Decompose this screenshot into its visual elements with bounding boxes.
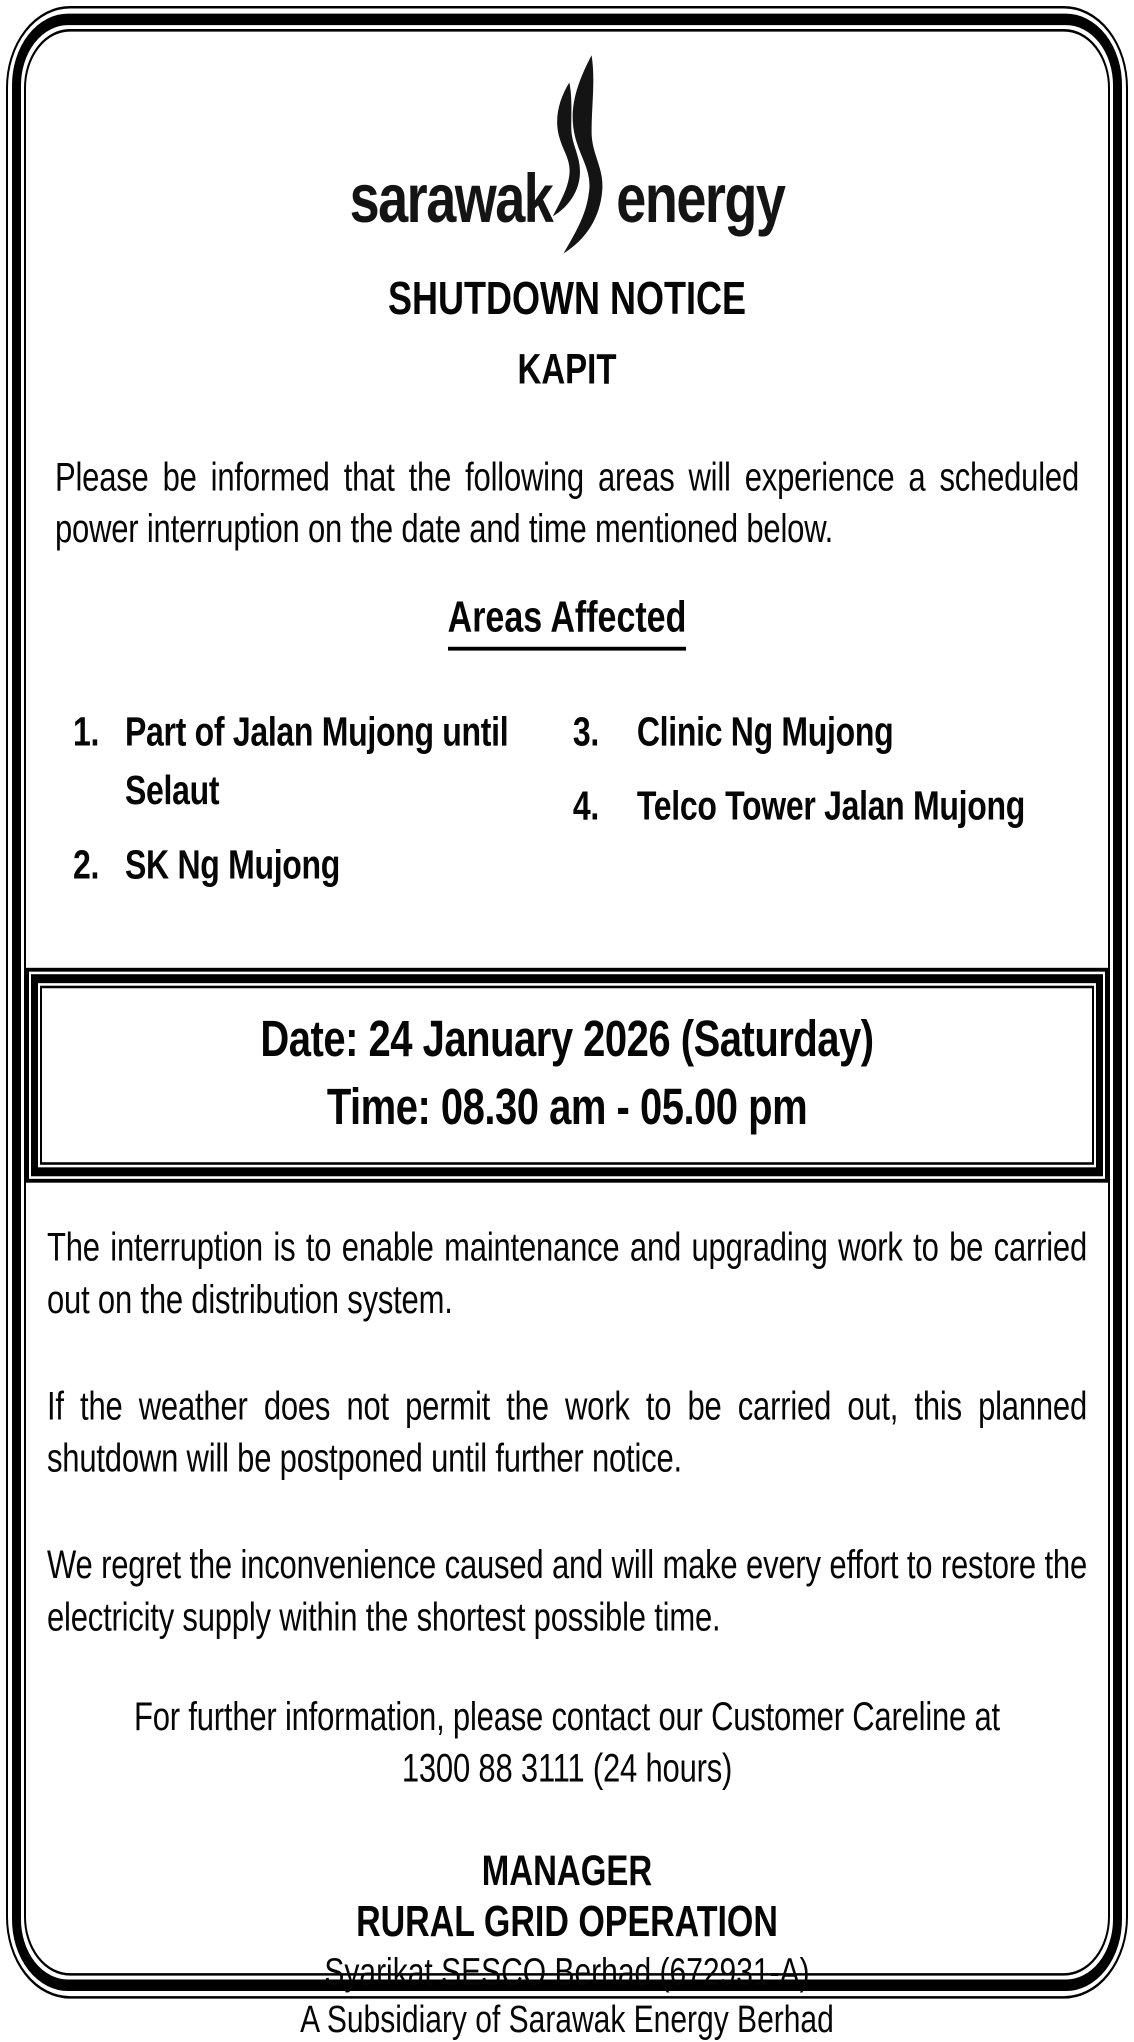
areas-list bbox=[51, 702, 1089, 909]
notice-location: KAPIT bbox=[517, 344, 617, 393]
schedule-time: Time: 08.30 am - 05.00 pm bbox=[326, 1079, 808, 1136]
list-item bbox=[565, 776, 1089, 835]
list-item bbox=[51, 702, 565, 820]
page-border-middle bbox=[12, 14, 1122, 2041]
schedule-box bbox=[26, 968, 1108, 1183]
signature-role: MANAGER bbox=[481, 1846, 653, 1894]
body-paragraph-reason: The interruption is to enable maintenance and upgrading work to be carried out on the distribution system. bbox=[47, 1224, 1087, 1323]
list-item bbox=[565, 702, 1089, 761]
signature-block bbox=[35, 1845, 1099, 2042]
item-text: Clinic Ng Mujong bbox=[636, 708, 894, 755]
sarawak-energy-logo bbox=[35, 49, 1099, 254]
signature-company: Syarikat SESCO Berhad (672931-A) bbox=[324, 1951, 810, 1994]
areas-heading: Areas Affected bbox=[448, 593, 687, 651]
areas-column-right bbox=[565, 702, 1089, 909]
body-paragraph-regret: We regret the inconvenience caused and will make every effort to restore the electricity supply within the shortest possible time. bbox=[47, 1542, 1087, 1640]
schedule-date: Date: 24 January 2026 (Saturday) bbox=[260, 1011, 874, 1068]
list-item bbox=[51, 835, 565, 894]
careline-note bbox=[35, 1692, 1099, 1794]
item-number: 1. bbox=[73, 708, 100, 755]
notice-title: SHUTDOWN NOTICE bbox=[388, 272, 746, 325]
signature-department: RURAL GRID OPERATION bbox=[356, 1897, 778, 1947]
body-paragraph-weather: If the weather does not permit the work to be carried out, this planned shutdown will be postponed until further notice. bbox=[47, 1383, 1087, 1481]
areas-heading-wrap bbox=[35, 593, 1099, 651]
signature-subsidiary: A Subsidiary of Sarawak Energy Berhad bbox=[300, 1998, 834, 2041]
careline-phone: 1300 88 3111 (24 hours) bbox=[401, 1745, 733, 1791]
logo-word-energy: energy bbox=[616, 160, 785, 238]
item-text: Telco Tower Jalan Mujong bbox=[636, 782, 1025, 829]
item-number: 2. bbox=[73, 841, 100, 888]
schedule-box-inner bbox=[40, 986, 1094, 1165]
item-text: SK Ng Mujong bbox=[125, 841, 341, 888]
item-number: 4. bbox=[572, 782, 599, 829]
intro-paragraph: Please be informed that the following areas will experience a scheduled power interruption on the date and time mentioned below. bbox=[55, 454, 1079, 551]
item-number: 3. bbox=[572, 708, 599, 755]
careline-text: For further information, please contact our Customer Careline at bbox=[134, 1694, 1000, 1740]
schedule-box-middle-border bbox=[31, 974, 1103, 1176]
notice-page bbox=[0, 6, 1134, 2041]
areas-column-left bbox=[51, 702, 565, 909]
item-text: Part of Jalan Mujong until Selaut bbox=[125, 708, 509, 814]
page-border-inner bbox=[24, 29, 1110, 2041]
flame-icon bbox=[548, 55, 610, 255]
logo-word-sarawak: sarawak bbox=[349, 160, 553, 238]
page-border-outer bbox=[6, 6, 1128, 2041]
